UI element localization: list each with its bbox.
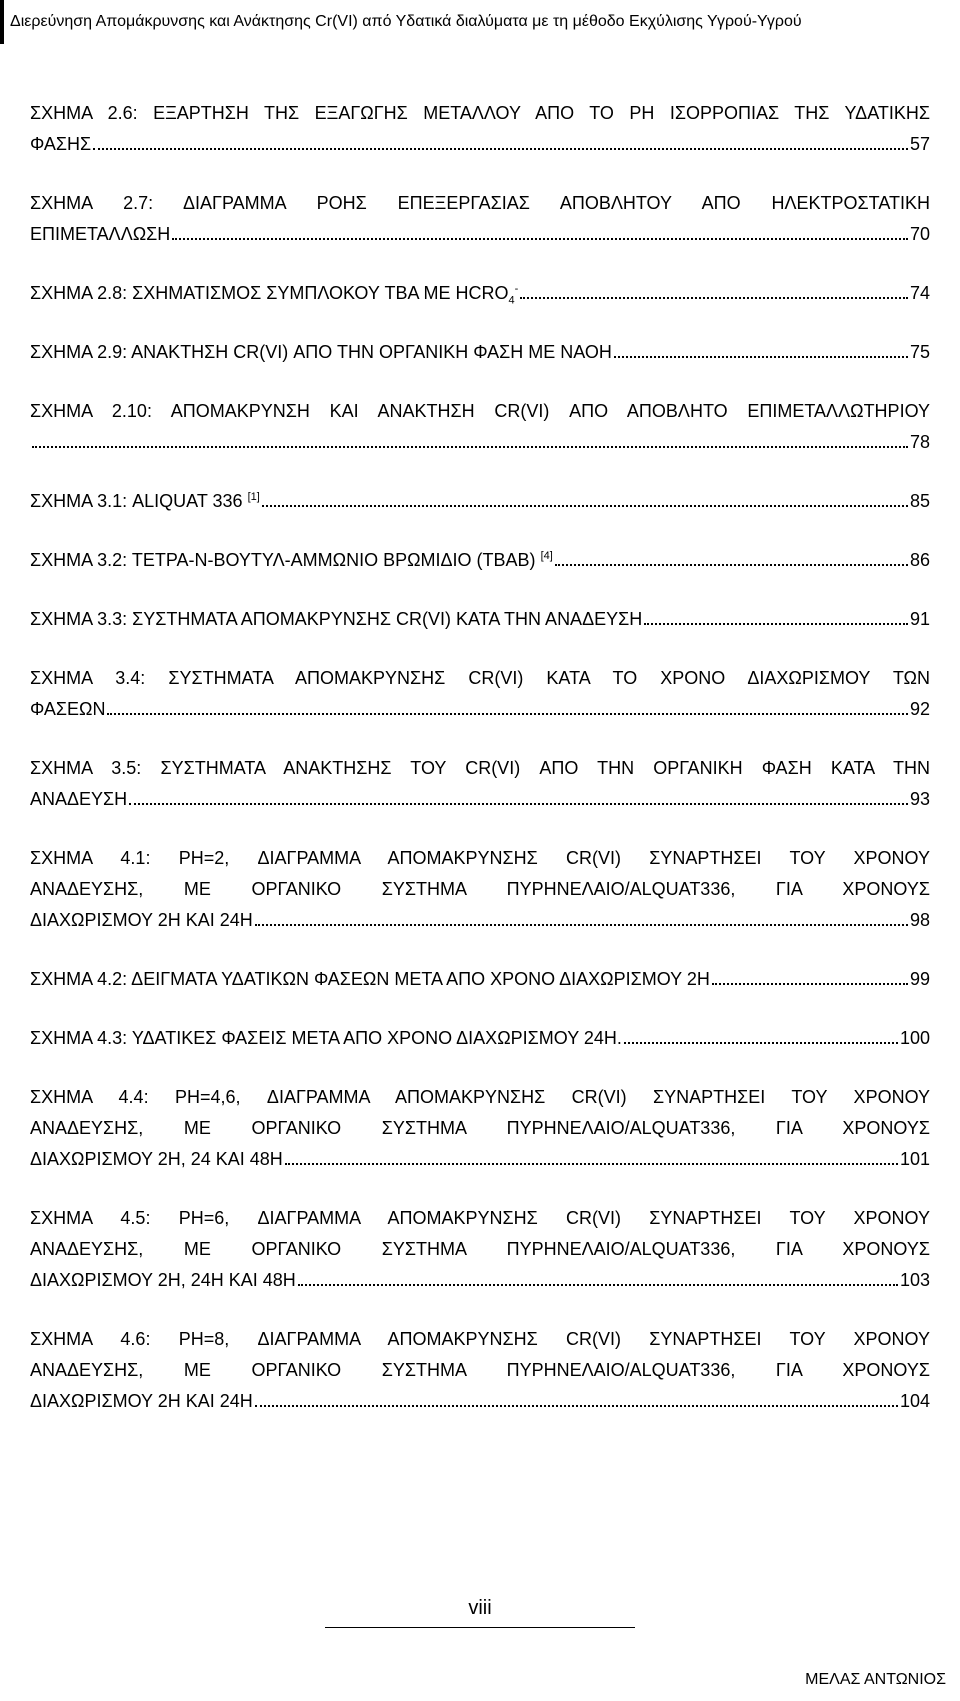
dot-leader	[644, 623, 908, 625]
dot-leader	[614, 356, 908, 358]
toc-entry-title-cont: ΑΝΑΔΕΥΣΗΣ, ΜΕ ΟΡΓΑΝΙΚΟ ΣΥΣΤΗΜΑ ΠΥΡΗΝΕΛΑΙΟ/ALQUAT336, ΓΙΑ ΧΡΟΝΟΥΣ	[30, 1239, 930, 1259]
running-header	[0, 0, 960, 44]
toc-entry-title: ΣΧΗΜΑ 2.9: ΑΝΑΚΤΗΣΗ CR(VI) ΑΠΟ ΤΗΝ ΟΡΓΑΝΙΚΗ ΦΑΣΗ ΜΕ ΝΑΟΗ	[30, 342, 612, 362]
dot-leader	[107, 713, 908, 715]
toc-entry-title-cont: ΔΙΑΧΩΡΙΣΜΟΥ 2Η, 24Η ΚΑΙ 48Η	[30, 1270, 296, 1290]
toc-entry-title: ΣΧΗΜΑ 3.5: ΣΥΣΤΗΜΑΤΑ ΑΝΑΚΤΗΣΗΣ ΤΟΥ CR(VI) ΑΠΟ ΤΗΝ ΟΡΓΑΝΙΚΗ ΦΑΣΗ ΚΑΤΑ ΤΗΝ	[30, 758, 930, 778]
header-bar	[0, 0, 4, 44]
toc-entry-title-cont: ΕΠΙΜΕΤΑΛΛΩΣΗ	[30, 224, 171, 244]
toc-entry-title-cont: ΑΝΑΔΕΥΣΗΣ, ΜΕ ΟΡΓΑΝΙΚΟ ΣΥΣΤΗΜΑ ΠΥΡΗΝΕΛΑΙΟ/ALQUAT336, ΓΙΑ ΧΡΟΝΟΥΣ	[30, 879, 930, 899]
dot-leader	[172, 238, 908, 240]
toc-entry-page: 104	[899, 1391, 930, 1411]
toc-entry-title: ΣΧΗΜΑ 3.4: ΣΥΣΤΗΜΑΤΑ ΑΠΟΜΑΚΡΥΝΣΗΣ CR(VI) ΚΑΤΑ ΤΟ ΧΡΟΝΟ ΔΙΑΧΩΡΙΣΜΟΥ ΤΩΝ	[30, 668, 930, 688]
toc-entry-title: ΣΧΗΜΑ 3.3: ΣΥΣΤΗΜΑΤΑ ΑΠΟΜΑΚΡΥΝΣΗΣ CR(VI) ΚΑΤΑ ΤΗΝ ΑΝΑΔΕΥΣΗ	[30, 609, 643, 629]
dot-leader	[93, 148, 908, 150]
toc-entry[interactable]	[30, 663, 930, 725]
subscript: 4	[508, 294, 515, 307]
page-number: viii	[468, 1597, 492, 1619]
dot-leader	[262, 505, 908, 507]
toc-entry[interactable]	[30, 545, 930, 576]
toc-entry-page: 103	[899, 1270, 930, 1290]
dot-leader	[285, 1163, 898, 1165]
toc-entry-page: 85	[909, 491, 930, 511]
toc-entry[interactable]	[30, 1082, 930, 1175]
toc-entry[interactable]	[30, 843, 930, 936]
list-of-figures	[30, 98, 930, 1445]
toc-entry-page: 99	[909, 969, 930, 989]
footer-author: ΜΕΛΑΣ ΑΝΤΩΝΙΟΣ	[805, 1671, 946, 1688]
toc-entry-page: 70	[909, 224, 930, 244]
toc-entry-title: ΣΧΗΜΑ 3.2: ΤΕΤΡΑ-Ν-ΒΟΥΤΥΛ-ΑΜΜΩΝΙΟ ΒΡΩΜΙΔΙΟ (TBAB) [4]	[30, 550, 553, 570]
toc-entry-page: 57	[909, 134, 930, 154]
toc-entry[interactable]	[30, 396, 930, 458]
citation-superscript: [4]	[540, 550, 553, 562]
toc-entry[interactable]	[30, 278, 930, 309]
toc-entry-title: ΣΧΗΜΑ 2.6: ΕΞΑΡΤΗΣΗ ΤΗΣ ΕΞΑΓΩΓΗΣ ΜΕΤΑΛΛΟΥ ΑΠΟ ΤΟ PH ΙΣΟΡΡΟΠΙΑΣ ΤΗΣ ΥΔΑΤΙΚΗΣ	[30, 103, 930, 123]
dot-leader	[712, 983, 908, 985]
header-title: Διερεύνηση Απομάκρυνσης και Ανάκτησης Cr(VI) από Υδατικά διαλύματα με τη μέθοδο Εκχύλισης Υγρού-Υγρού	[10, 13, 802, 30]
toc-entry-title-cont: ΑΝΑΔΕΥΣΗΣ, ΜΕ ΟΡΓΑΝΙΚΟ ΣΥΣΤΗΜΑ ΠΥΡΗΝΕΛΑΙΟ/ALQUAT336, ΓΙΑ ΧΡΟΝΟΥΣ	[30, 1118, 930, 1138]
toc-entry-title-cont: ΑΝΑΔΕΥΣΗΣ, ΜΕ ΟΡΓΑΝΙΚΟ ΣΥΣΤΗΜΑ ΠΥΡΗΝΕΛΑΙΟ/ALQUAT336, ΓΙΑ ΧΡΟΝΟΥΣ	[30, 1360, 930, 1380]
toc-entry-title: ΣΧΗΜΑ 3.1: ALIQUAT 336 [1]	[30, 491, 260, 511]
dot-leader	[520, 297, 908, 299]
toc-entry-title: ΣΧΗΜΑ 2.7: ΔΙΑΓΡΑΜΜΑ ΡΟΗΣ ΕΠΕΞΕΡΓΑΣΙΑΣ ΑΠΟΒΛΗΤΟΥ ΑΠΟ ΗΛΕΚΤΡΟΣΤΑΤΙΚΗ	[30, 193, 930, 213]
toc-entry-title: ΣΧΗΜΑ 4.3: ΥΔΑΤΙΚΕΣ ΦΑΣΕΙΣ ΜΕΤΑ ΑΠΟ ΧΡΟΝΟ ΔΙΑΧΩΡΙΣΜΟΥ 24Η.	[30, 1028, 622, 1048]
toc-entry-title-cont: ΔΙΑΧΩΡΙΣΜΟΥ 2Η ΚΑΙ 24Η	[30, 910, 253, 930]
toc-entry-title: ΣΧΗΜΑ 4.6: PH=8, ΔΙΑΓΡΑΜΜΑ ΑΠΟΜΑΚΡΥΝΣΗΣ CR(VI) ΣΥΝΑΡΤΗΣΕΙ ΤΟΥ ΧΡΟΝΟΥ	[30, 1329, 930, 1349]
toc-entry[interactable]	[30, 964, 930, 995]
toc-entry-title: ΣΧΗΜΑ 4.1: PH=2, ΔΙΑΓΡΑΜΜΑ ΑΠΟΜΑΚΡΥΝΣΗΣ CR(VI) ΣΥΝΑΡΤΗΣΕΙ ΤΟΥ ΧΡΟΝΟΥ	[30, 848, 930, 868]
toc-entry[interactable]	[30, 98, 930, 160]
toc-entry-title-cont: ΔΙΑΧΩΡΙΣΜΟΥ 2Η, 24 ΚΑΙ 48Η	[30, 1149, 283, 1169]
dot-leader	[129, 803, 908, 805]
toc-entry[interactable]	[30, 337, 930, 368]
toc-entry-page: 98	[909, 910, 930, 930]
toc-entry-title: ΣΧΗΜΑ 2.10: ΑΠΟΜΑΚΡΥΝΣΗ ΚΑΙ ΑΝΑΚΤΗΣΗ CR(VI) ΑΠΟ ΑΠΟΒΛΗΤΟ ΕΠΙΜΕΤΑΛΛΩΤΗΡΙΟΥ	[30, 401, 930, 421]
dot-leader	[255, 1405, 898, 1407]
dot-leader	[555, 564, 908, 566]
toc-entry-page: 100	[899, 1028, 930, 1048]
footer-rule	[325, 1627, 635, 1628]
toc-entry[interactable]	[30, 486, 930, 517]
toc-entry[interactable]	[30, 188, 930, 250]
toc-entry-title-cont: ΑΝΑΔΕΥΣΗ	[30, 789, 128, 809]
toc-entry-page: 78	[909, 432, 930, 452]
toc-entry-page: 101	[899, 1149, 930, 1169]
toc-entry-title: ΣΧΗΜΑ 4.2: ΔΕΙΓΜΑΤΑ ΥΔΑΤΙΚΩΝ ΦΑΣΕΩΝ ΜΕΤΑ ΑΠΟ ΧΡΟΝΟ ΔΙΑΧΩΡΙΣΜΟΥ 2Η	[30, 969, 710, 989]
toc-entry[interactable]	[30, 1324, 930, 1417]
toc-entry[interactable]	[30, 604, 930, 635]
toc-entry[interactable]	[30, 753, 930, 815]
dot-leader	[32, 446, 908, 448]
toc-entry-page: 92	[909, 699, 930, 719]
toc-entry-title-cont: ΔΙΑΧΩΡΙΣΜΟΥ 2Η ΚΑΙ 24Η	[30, 1391, 253, 1411]
toc-entry-title-cont: ΦΑΣΗΣ	[30, 134, 92, 154]
toc-entry[interactable]	[30, 1203, 930, 1296]
toc-entry-page: 86	[909, 550, 930, 570]
toc-entry-title: ΣΧΗΜΑ 2.8: ΣΧΗΜΑΤΙΣΜΟΣ ΣΥΜΠΛΟΚΟΥ TBA ΜΕ $HCRO_4^-$	[30, 283, 519, 307]
toc-entry-page: 91	[909, 609, 930, 629]
toc-entry-page: 75	[909, 342, 930, 362]
toc-entry-title: ΣΧΗΜΑ 4.5: PH=6, ΔΙΑΓΡΑΜΜΑ ΑΠΟΜΑΚΡΥΝΣΗΣ CR(VI) ΣΥΝΑΡΤΗΣΕΙ ΤΟΥ ΧΡΟΝΟΥ	[30, 1208, 930, 1228]
superscript: -	[514, 283, 519, 295]
toc-entry-title-cont: ΦΑΣΕΩΝ	[30, 699, 106, 719]
citation-superscript: [1]	[247, 491, 260, 503]
toc-entry-page: 74	[909, 283, 930, 303]
dot-leader	[298, 1284, 898, 1286]
toc-entry-page: 93	[909, 789, 930, 809]
dot-leader	[624, 1042, 898, 1044]
toc-entry[interactable]	[30, 1023, 930, 1054]
toc-entry-title: ΣΧΗΜΑ 4.4: PH=4,6, ΔΙΑΓΡΑΜΜΑ ΑΠΟΜΑΚΡΥΝΣΗΣ CR(VI) ΣΥΝΑΡΤΗΣΕΙ ΤΟΥ ΧΡΟΝΟΥ	[30, 1087, 930, 1107]
dot-leader	[255, 924, 908, 926]
